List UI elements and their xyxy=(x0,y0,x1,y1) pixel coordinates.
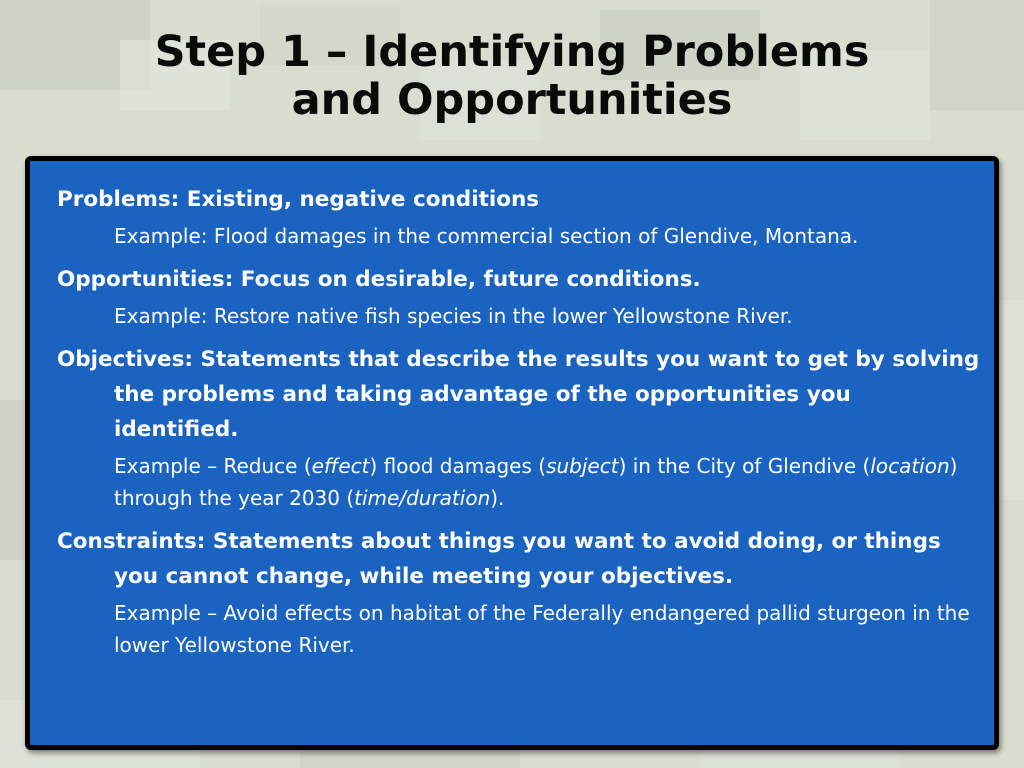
bullet-example xyxy=(57,220,982,252)
example-text: Example: Restore native fish species in the lower Yellowstone River. xyxy=(114,304,793,328)
example-text: ) flood damages ( xyxy=(369,454,547,478)
example-text: Example – Reduce ( xyxy=(114,454,312,478)
example-text: ) through the year 2030 ( xyxy=(114,454,958,510)
example-text: ) in the City of Glendive ( xyxy=(618,454,871,478)
bullet-heading: Objectives: Statements that describe the results you want to get by solving the problems and taking advantage of the opportunities you identified. xyxy=(57,347,980,442)
slide-title-line-2: and Opportunities xyxy=(291,75,733,125)
bullet-example xyxy=(57,450,982,514)
slide-title xyxy=(0,28,1024,124)
example-italic-term: location xyxy=(870,454,950,478)
bullet-example xyxy=(57,300,982,332)
bullet-list xyxy=(57,182,982,671)
bullet-heading: Problems: Existing, negative conditions xyxy=(57,187,540,212)
example-italic-term: effect xyxy=(311,454,370,478)
bullet-heading: Constraints: Statements about things you want to avoid doing, or things you cannot change, while meeting your objectives. xyxy=(57,529,941,589)
bullet-example xyxy=(57,597,982,661)
example-italic-term: time/duration xyxy=(354,486,491,510)
content-panel xyxy=(25,156,999,750)
slide-title-line-1: Step 1 – Identifying Problems xyxy=(154,27,870,77)
bullet-heading: Opportunities: Focus on desirable, future conditions. xyxy=(57,267,701,292)
example-italic-term: subject xyxy=(546,454,619,478)
example-text: Example: Flood damages in the commercial section of Glendive, Montana. xyxy=(114,224,859,248)
example-text: ). xyxy=(490,486,505,510)
example-text: Example – Avoid effects on habitat of the Federally endangered pallid sturgeon in the lower Yellowstone River. xyxy=(114,601,970,657)
